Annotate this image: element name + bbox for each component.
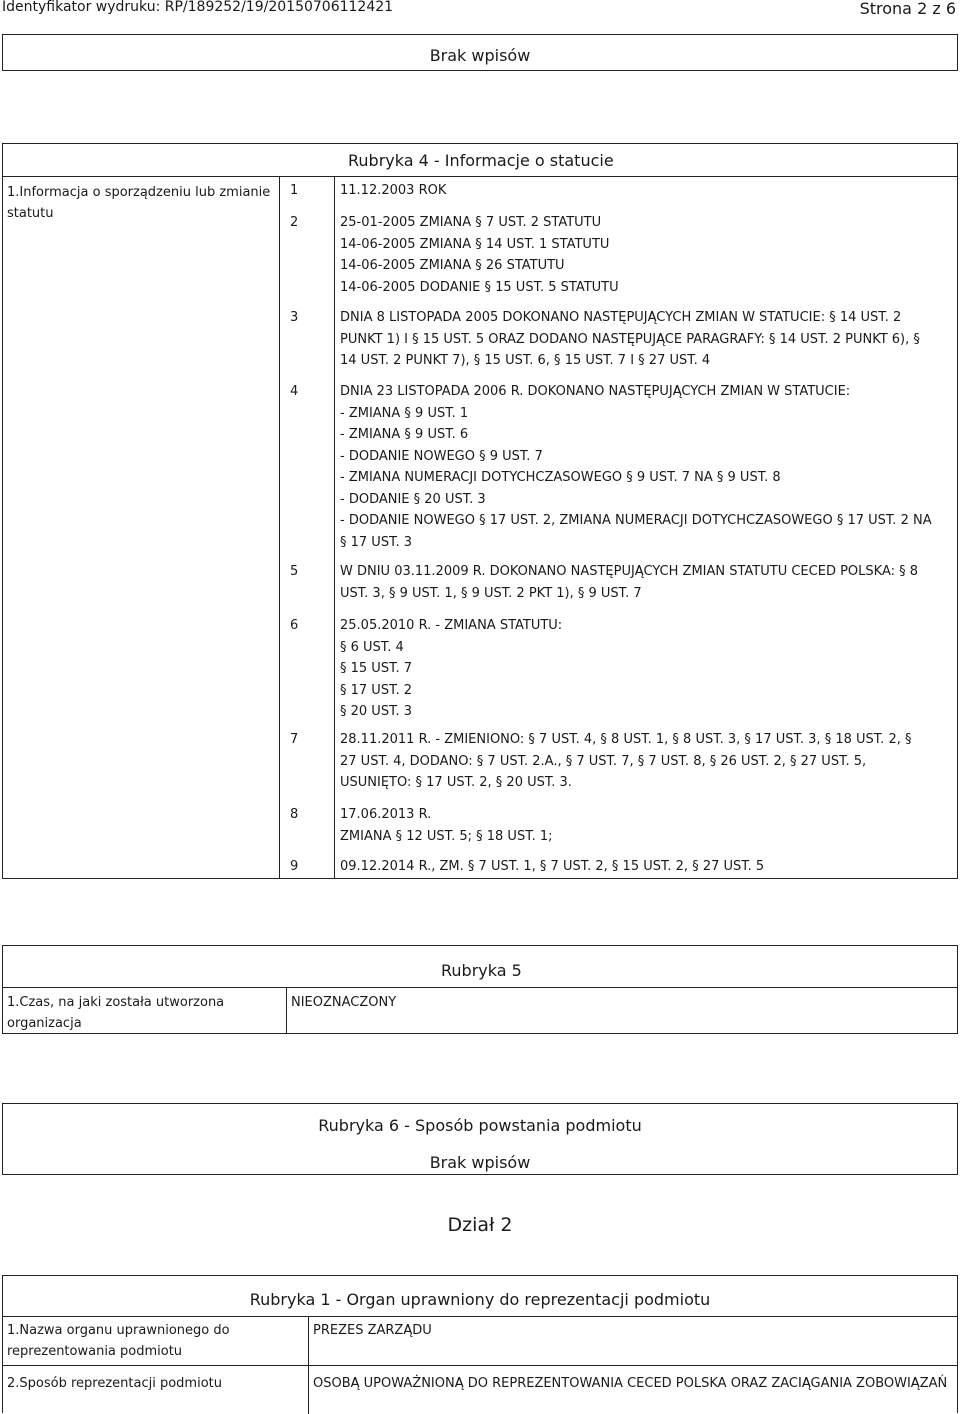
entry-line: - ZMIANA NUMERACJI DOTYCHCZASOWEGO § 9 UST. 7 NA § 9 UST. 8 xyxy=(340,470,781,485)
label-line: 1.Nazwa organu uprawnionego do xyxy=(7,1323,230,1338)
label-line: organizacja xyxy=(7,1016,82,1031)
entry-text xyxy=(340,381,948,553)
entry-line: 17.06.2013 R. xyxy=(340,807,432,822)
entry-line: USUNIĘTO: § 17 UST. 2, § 20 UST. 3. xyxy=(340,775,572,790)
entry-line: 09.12.2014 R., ZM. § 7 UST. 1, § 7 UST. 2, § 15 UST. 2, § 27 UST. 5 xyxy=(340,859,765,874)
entry-text xyxy=(340,804,948,847)
entry-number: 7 xyxy=(290,732,299,747)
field-label xyxy=(7,992,283,1034)
entry-line: § 17 UST. 3 xyxy=(340,534,413,550)
entry-line: § 15 UST. 7 xyxy=(340,661,413,676)
section-rubryka-5 xyxy=(2,945,958,1034)
entry-line: 28.11.2011 R. - ZMIENIONO: § 7 UST. 4, § 8 UST. 1, § 8 UST. 3, § 17 UST. 3, § 18 UST. 2, § xyxy=(340,732,912,747)
print-header xyxy=(0,0,960,16)
entry-number: 5 xyxy=(290,564,299,579)
divider xyxy=(334,176,335,878)
entry-line: 11.12.2003 ROK xyxy=(340,183,447,198)
entry-line: 14 UST. 2 PUNKT 7), § 15 UST. 6, § 15 UST. 7 I § 27 UST. 4 xyxy=(340,353,711,368)
entry-line: 14-06-2005 DODANIE § 15 UST. 5 STATUTU xyxy=(340,279,619,295)
entry-line: W DNIU 03.11.2009 R. DOKONANO NASTĘPUJĄCYCH ZMIAN STATUTU CECED POLSKA: § 8 xyxy=(340,564,919,579)
entry-line: DNIA 8 LISTOPADA 2005 DOKONANO NASTĘPUJĄCYCH ZMIAN W STATUCIE: § 14 UST. 2 xyxy=(340,310,902,325)
field-value: PREZES ZARZĄDU xyxy=(313,1323,432,1338)
entry-line: UST. 3, § 9 UST. 1, § 9 UST. 2 PKT 1), § 9 UST. 7 xyxy=(340,585,642,601)
entry-line: - ZMIANA § 9 UST. 1 xyxy=(340,405,469,421)
empty-entries-text: Brak wpisów xyxy=(429,46,531,65)
divider xyxy=(3,987,957,988)
entry-line: 14-06-2005 ZMIANA § 26 STATUTU xyxy=(340,258,565,273)
rubryka-6-title: Rubryka 6 - Sposób powstania podmiotu xyxy=(318,1116,642,1135)
label-line: statutu xyxy=(7,206,54,221)
empty-entries-box xyxy=(2,34,958,71)
entry-line: ZMIANA § 12 UST. 5; § 18 UST. 1; xyxy=(340,828,553,844)
entry-number: 4 xyxy=(290,384,299,399)
entry-text xyxy=(340,180,948,202)
entry-text xyxy=(340,307,948,372)
field-label xyxy=(7,1320,305,1362)
entry-text xyxy=(340,729,948,794)
entry-text xyxy=(340,561,948,604)
entry-line: - DODANIE NOWEGO § 17 UST. 2, ZMIANA NUMERACJI DOTYCHCZASOWEGO § 17 UST. 2 NA xyxy=(340,513,932,528)
entry-number: 2 xyxy=(290,215,299,230)
dzial-2-title: Dział 2 xyxy=(447,1214,513,1236)
entry-line: - DODANIE NOWEGO § 9 UST. 7 xyxy=(340,448,543,464)
entry-line: § 6 UST. 4 xyxy=(340,639,404,655)
empty-entries-text: Brak wpisów xyxy=(429,1153,531,1172)
entry-line: - ZMIANA § 9 UST. 6 xyxy=(340,427,469,442)
label-line: reprezentowania podmiotu xyxy=(7,1344,183,1359)
divider xyxy=(3,176,957,177)
divider xyxy=(279,176,280,878)
divider xyxy=(286,987,287,1033)
entry-line: PUNKT 1) I § 15 UST. 5 ORAZ DODANO NASTĘPUJĄCE PARAGRAFY: § 14 UST. 2 PUNKT 6), § xyxy=(340,331,920,347)
entry-number: 9 xyxy=(290,859,299,874)
field-value: OSOBĄ UPOWAŻNIONĄ DO REPREZENTOWANIA CECED POLSKA ORAZ ZACIĄGANIA ZOBOWIĄZAŃ xyxy=(313,1376,948,1391)
entry-line: 27 UST. 4, DODANO: § 7 UST. 2.A., § 7 UST. 7, § 7 UST. 8, § 26 UST. 2, § 27 UST. 5, xyxy=(340,753,867,769)
label-line: 1.Informacja o sporządzeniu lub zmianie xyxy=(7,185,271,200)
rubryka-1-title: Rubryka 1 - Organ uprawniony do reprezentacji podmiotu xyxy=(249,1290,711,1309)
rubryka-4-title: Rubryka 4 - Informacje o statucie xyxy=(348,151,614,170)
entry-text xyxy=(340,615,948,723)
entry-text xyxy=(340,212,948,298)
entry-number: 6 xyxy=(290,618,299,633)
field-label xyxy=(7,182,275,224)
label-line: 1.Czas, na jaki została utworzona xyxy=(7,995,225,1010)
divider xyxy=(3,1316,957,1317)
entry-line: DNIA 23 LISTOPADA 2006 R. DOKONANO NASTĘPUJĄCYCH ZMIAN W STATUCIE: xyxy=(340,384,851,399)
entry-line: - DODANIE § 20 UST. 3 xyxy=(340,491,486,507)
section-rubryka-1 xyxy=(2,1275,958,1413)
divider xyxy=(3,1365,957,1366)
entry-number: 8 xyxy=(290,807,299,822)
entry-line: 25-01-2005 ZMIANA § 7 UST. 2 STATUTU xyxy=(340,215,602,230)
entry-line: § 20 UST. 3 xyxy=(340,704,413,719)
page-number: Strona 2 z 6 xyxy=(859,0,956,18)
entry-number: 3 xyxy=(290,310,299,325)
entry-line: § 17 UST. 2 xyxy=(340,682,413,698)
field-label: 2.Sposób reprezentacji podmiotu xyxy=(7,1376,222,1391)
field-value: NIEOZNACZONY xyxy=(291,995,397,1010)
entry-line: 25.05.2010 R. - ZMIANA STATUTU: xyxy=(340,618,563,633)
entry-text xyxy=(340,856,948,878)
print-identifier: Identyfikator wydruku: RP/189252/19/20150706112421 xyxy=(2,0,394,15)
entry-line: 14-06-2005 ZMIANA § 14 UST. 1 STATUTU xyxy=(340,236,610,252)
entry-number: 1 xyxy=(290,183,299,198)
section-rubryka-6 xyxy=(2,1103,958,1175)
rubryka-5-title: Rubryka 5 xyxy=(441,961,522,980)
